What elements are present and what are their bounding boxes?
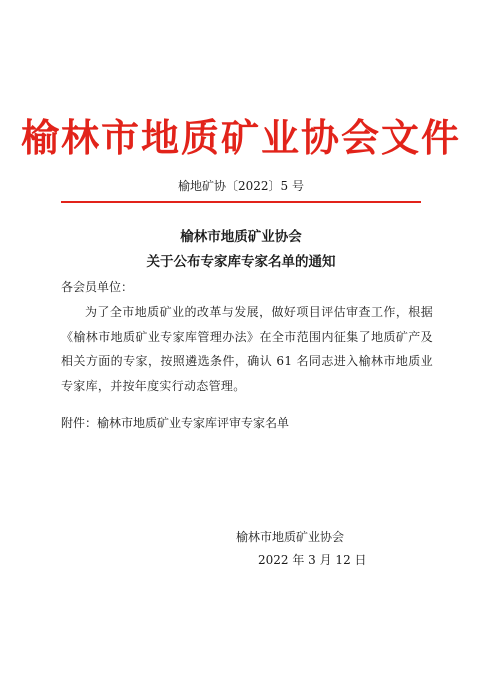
salutation: 各会员单位： bbox=[61, 280, 134, 294]
red-divider-line bbox=[61, 201, 421, 203]
notice-issuer: 榆林市地质矿业协会 bbox=[180, 229, 302, 245]
notice-body-paragraph: 为了全市地质矿业的改革与发展，做好项目评估审查工作，根据《榆林市地质矿业专家库管理办法》在全市范围内征集了地质矿产及相关方面的专家，按照遴选条件，确认 61 名同志进入榆林市地质业专家库，并按年度实行动态管理。 bbox=[61, 305, 433, 393]
signature-date: 2022 年 3 月 12 日 bbox=[258, 553, 367, 567]
signature-organization: 榆林市地质矿业协会 bbox=[236, 530, 345, 544]
document-header-title: 榆林市地质矿业协会文件 bbox=[20, 115, 461, 160]
notice-title: 关于公布专家库专家名单的通知 bbox=[146, 254, 336, 270]
attachment-line: 附件：榆林市地质矿业专家库评审专家名单 bbox=[61, 416, 290, 430]
document-number: 榆地矿协〔2022〕5 号 bbox=[178, 179, 304, 193]
